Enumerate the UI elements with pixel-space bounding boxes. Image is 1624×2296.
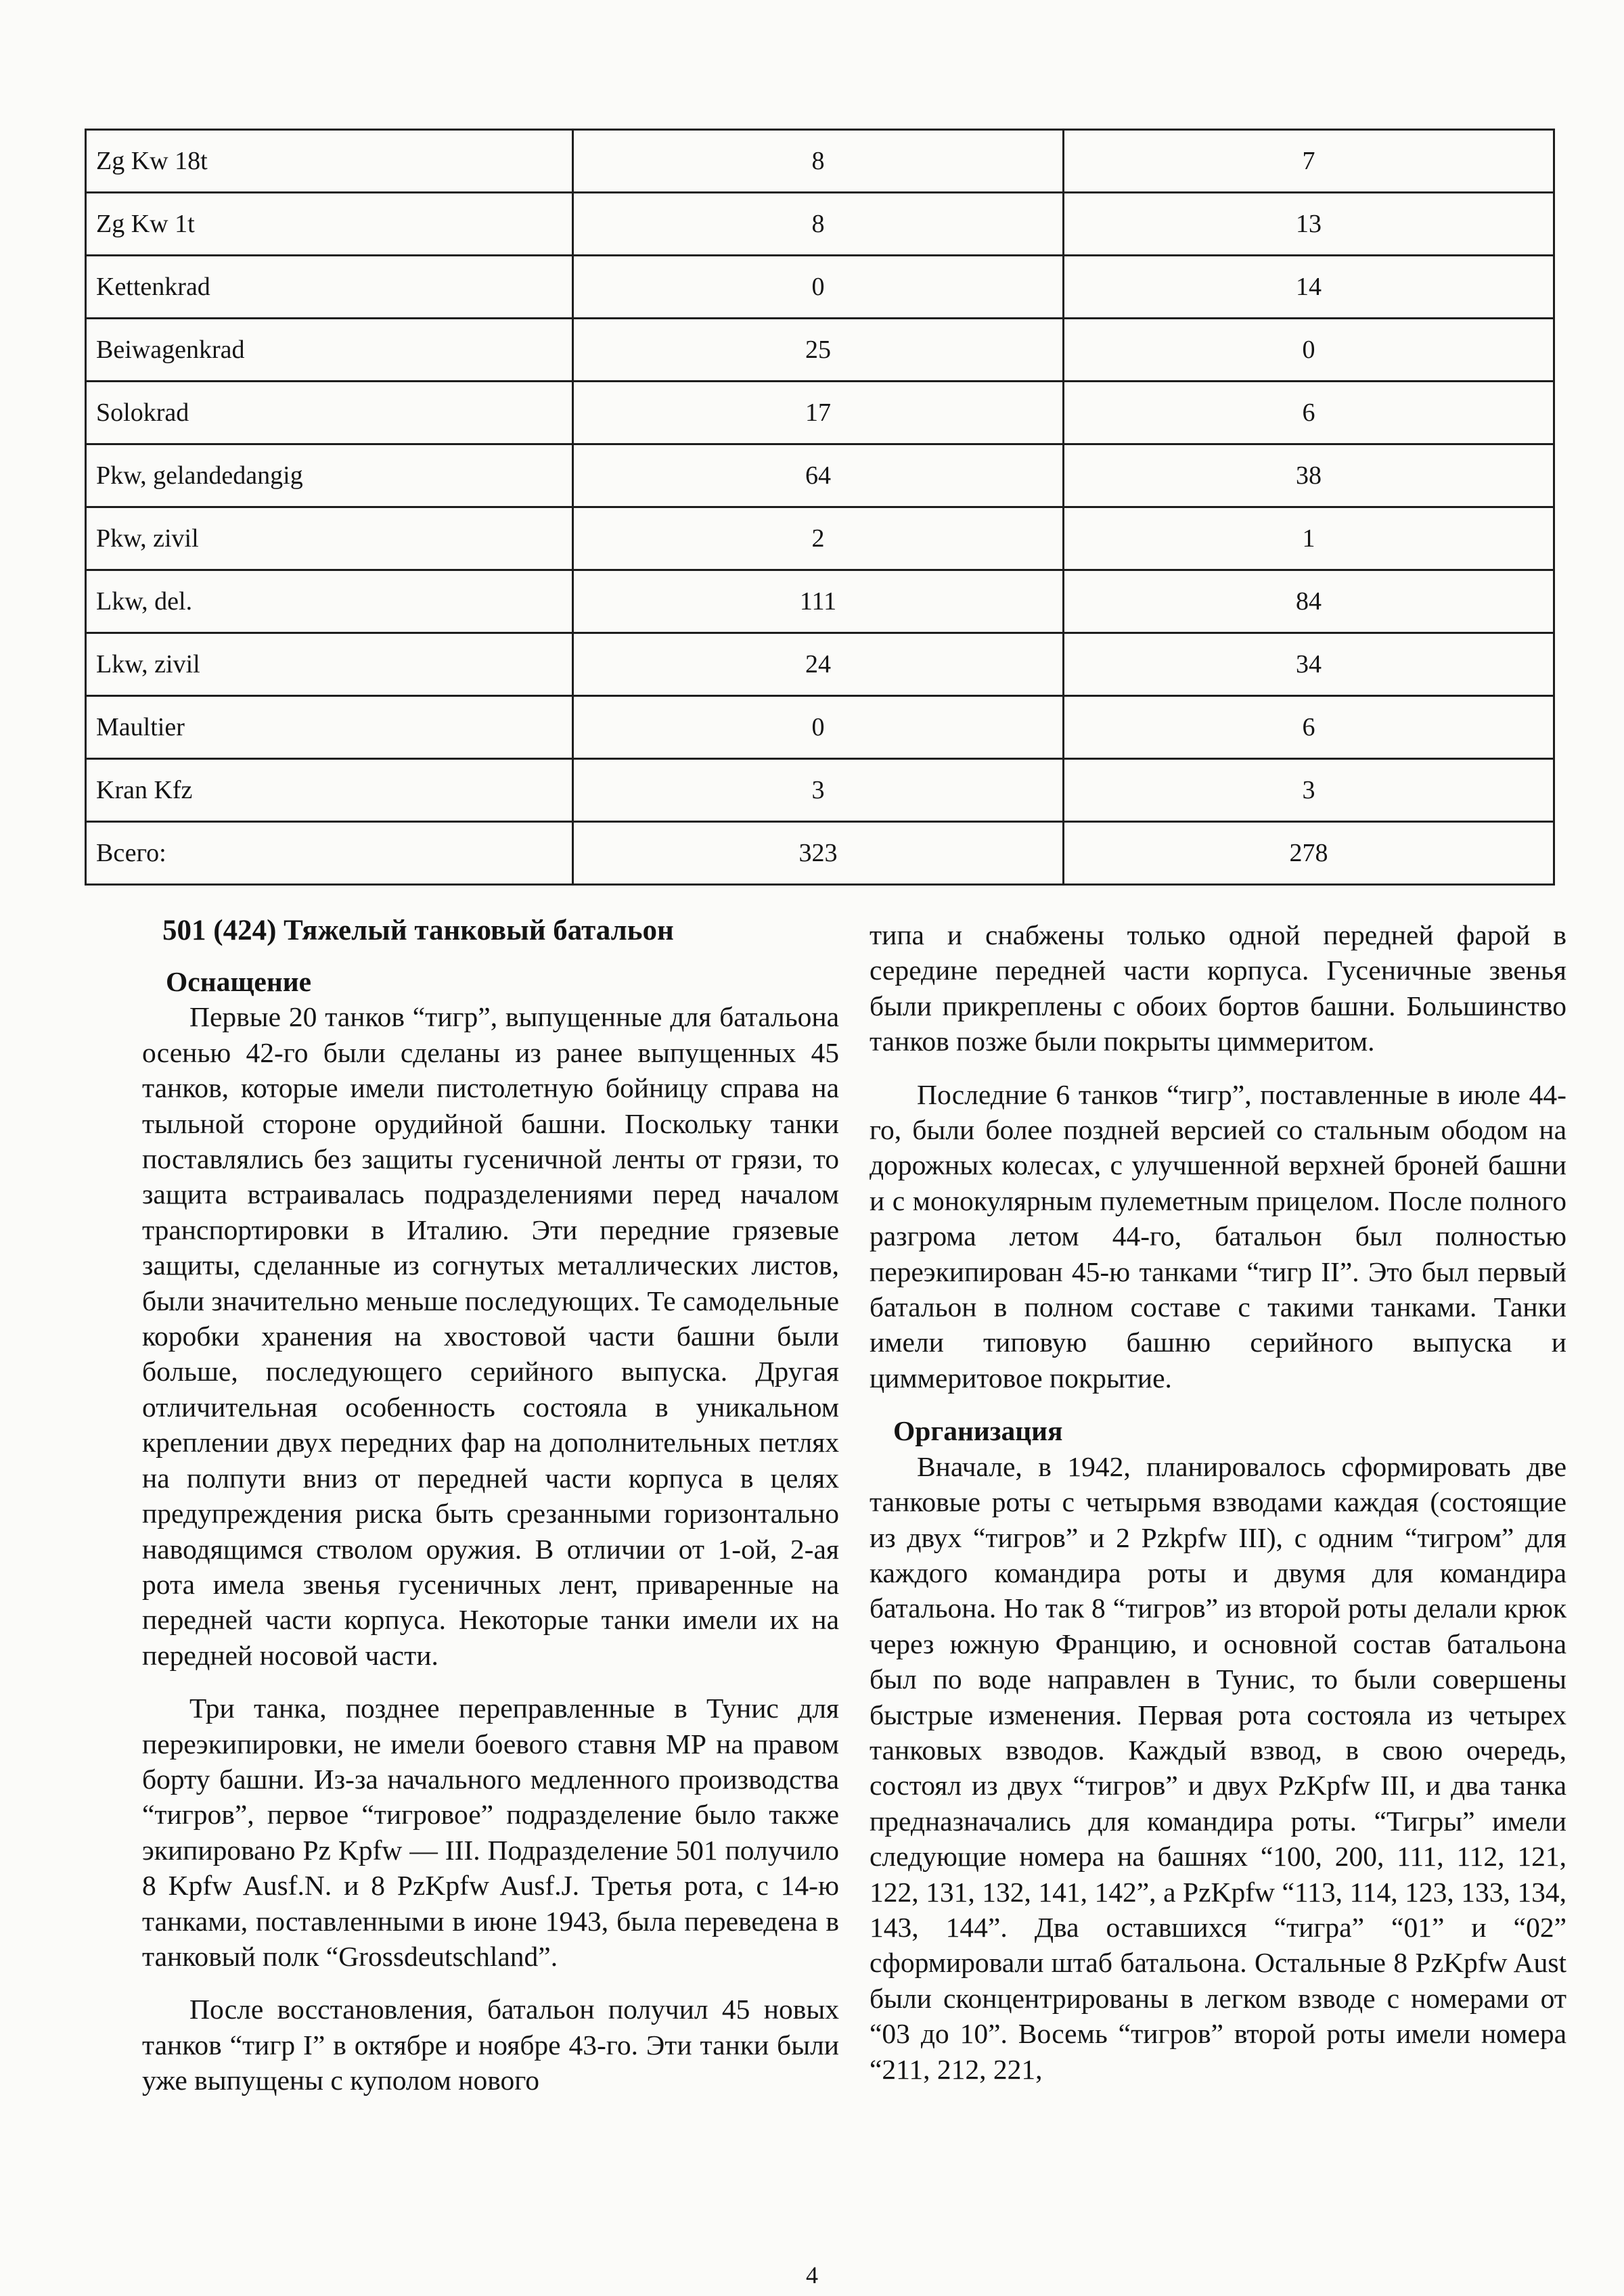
vehicle-name-cell: Pkw, zivil [86,507,573,570]
vehicle-name-cell: Zg Kw 1t [86,193,573,256]
vehicle-name-cell: Pkw, gelandedangig [86,444,573,507]
article-title: 501 (424) Тяжелый танковый батальон [162,915,674,946]
paragraph: Три танка, позднее переправленные в Тунис для переэкипировки, не имели боевого ставня МР на правом борту башни. Из-за начального медленного производства “тигров”, первое “тигровое” подразделение было также экипировано Pz Kpfw — III. Подразделение 501 получило 8 Kpfw Ausf.N. и 8 PzKpfw Ausf.J. Третья рота, с 14-ю танками, поставленными в июне 1943, была переведена в танковый полк “Grossdeutschland”. [142,1693,839,1972]
count-cell-1: 8 [573,130,1064,193]
vehicle-name-cell: Lkw, zivil [86,633,573,696]
table-row [86,319,1554,382]
vehicle-name-cell: Kettenkrad [86,256,573,319]
paragraph-continued: типа и снабжены только одной передней фарой в середине передней части корпуса. Гусеничные звенья были прикреплены с обоих бортов башни. Большинство танков позже были покрыты циммеритом. [870,919,1566,1057]
table-row [86,193,1554,256]
count-cell-2: 38 [1064,444,1554,507]
count-cell-1: 0 [573,696,1064,759]
count-cell-1: 111 [573,570,1064,633]
paragraph: Первые 20 танков “тигр”, выпущенные для батальона осенью 42-го были сделаны из ранее выпущенных 45 танков, которые имели пистолетную бойницу справа на тыльной стороне орудийной башни. Поскольку танки поставлялись без защиты гусеничной ленты от грязи, то защита встраивалась подразделениями перед началом транспортировки в Италию. Эти передние грязевые защиты, сделанные из согнутых металлических листов, были значительно меньше последующих. Те самодельные коробки хранения на хвостовой части башни были больше, последующего серийного выпуска. Другая отличительная особенность состояла в уникальном креплении двух передних фар на дополнительных петлях на полпути вниз от передней части корпуса в целях предупреждения риска быть срезанными горизонтально наводящимся стволом оружия. В отличии от 1-ой, 2-ая рота имела звенья гусеничных лент, приваренные на передней части корпуса. Некоторые танки имели их на передней носовой части. [142,1001,839,1671]
table-row [86,444,1554,507]
count-cell-1: 8 [573,193,1064,256]
count-cell-2: 278 [1064,822,1554,885]
table-row [86,256,1554,319]
vehicle-table [85,129,1555,886]
count-cell-2: 13 [1064,193,1554,256]
table-row [86,382,1554,444]
table-row [86,570,1554,633]
table-row [86,822,1554,885]
table-row [86,759,1554,822]
count-cell-1: 24 [573,633,1064,696]
vehicle-name-cell: Всего: [86,822,573,885]
count-cell-2: 7 [1064,130,1554,193]
count-cell-2: 34 [1064,633,1554,696]
table-row [86,633,1554,696]
count-cell-1: 0 [573,256,1064,319]
article-left-column [142,964,839,2098]
table-row [86,507,1554,570]
count-cell-1: 17 [573,382,1064,444]
article-right-column [870,917,1566,2087]
vehicle-name-cell: Lkw, del. [86,570,573,633]
count-cell-1: 64 [573,444,1064,507]
section-heading: Оснащение [166,966,312,997]
count-cell-1: 25 [573,319,1064,382]
vehicle-name-cell: Beiwagenkrad [86,319,573,382]
count-cell-1: 3 [573,759,1064,822]
page-number: 4 [806,2261,818,2289]
count-cell-2: 84 [1064,570,1554,633]
count-cell-2: 6 [1064,382,1554,444]
count-cell-2: 1 [1064,507,1554,570]
vehicle-name-cell: Zg Kw 18t [86,130,573,193]
count-cell-2: 0 [1064,319,1554,382]
count-cell-2: 14 [1064,256,1554,319]
paragraph: После восстановления, батальон получил 45 новых танков “тигр I” в октябре и ноябре 43-го. Эти танки были уже выпущены с куполом нового [142,1994,839,2096]
count-cell-1: 2 [573,507,1064,570]
count-cell-2: 3 [1064,759,1554,822]
count-cell-1: 323 [573,822,1064,885]
paragraph: Последние 6 танков “тигр”, поставленные в июле 44-го, были более поздней версией со стальным ободом на дорожных колесах, с улучшенной верхней броней башни и с монокулярным пулеметным прицелом. После полного разгрома летом 44-го, батальон был полностью переэкипирован 45-ю танками “тигр II”. Это был первый батальон в полном составе с такими танками. Танки имели типовую башню серийного выпуска и циммеритовое покрытие. [870,1078,1566,1394]
table-row [86,696,1554,759]
vehicle-name-cell: Solokrad [86,382,573,444]
vehicle-table-body [86,130,1554,885]
section-heading: Организация [893,1415,1063,1447]
vehicle-name-cell: Maultier [86,696,573,759]
vehicle-name-cell: Kran Kfz [86,759,573,822]
table-row [86,130,1554,193]
count-cell-2: 6 [1064,696,1554,759]
paragraph: Вначале, в 1942, планировалось сформировать две танковые роты с четырьмя взводами каждая (состоящие из двух “тигров” и 2 Pzkpfw III), с одним “тигром” для каждого командира роты и двумя для командира батальона. Но так 8 “тигров” из второй роты делали крюк через южную Францию, и основной состав батальона был по воде направлен в Тунис, то были совершены быстрые изменения. Первая рота состояла из четырех танковых взводов. Каждый взвод, в свою очередь, состоял из двух “тигров” и двух PzKpfw III, и два танка предназначались для командира роты. “Тигры” имели следующие номера на башнях “100, 200, 111, 112, 121, 122, 131, 132, 141, 142”, а PzKpfw “113, 114, 123, 133, 134, 143, 144”. Два оставшихся “тигра” “01” и “02” сформировали штаб батальона. Остальные 8 PzKpfw Aust были сконцентрированы в легком взводе с номерами от “03 до 10”. Восемь “тигров” второй роты имели номера “211, 212, 221, [870,1450,1566,2085]
